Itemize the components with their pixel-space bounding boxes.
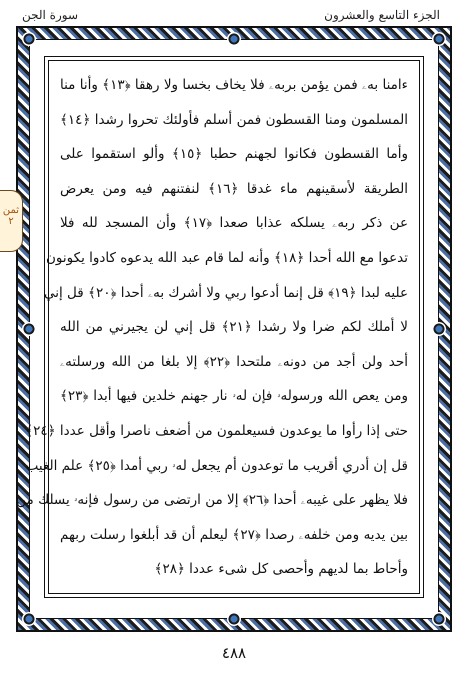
juz-header: الجزء التاسع والعشرون [324,8,440,22]
text-line: حتى إذا رأوا ما يوعدون فسيعلمون من أضعف ناصرا وأقل عددا ﴿٢٤﴾ [25,422,408,439]
corner-ornament-icon [22,32,36,46]
text-line: تدعوا مع الله أحدا ﴿١٨﴾ وأنه لما قام عبد الله يدعوه كادوا يكونون [46,249,408,266]
text-line: وأما القسطون فكانوا لجهنم حطبا ﴿١٥﴾ وألو استقموا على [60,146,408,163]
corner-ornament-icon [22,612,36,626]
text-line: بين يديه ومن خلفه‌ۦ رصدا ﴿٢٧﴾ ليعلم أن قد أبلغوا رسلت ربهم [60,526,408,543]
text-line: المسلمون ومنا القسطون فمن أسلم فأولئك تحروا رشدا ﴿١٤﴾ [60,111,408,128]
text-line: قل إن أدري أقريب ما توعدون أم يجعل له‌ۥ ربي أمدا ﴿٢٥﴾ علم الغيب [25,457,408,474]
corner-ornament-icon [432,32,446,46]
surah-header: سورة الجن [22,8,79,22]
edge-ornament-icon [227,32,241,46]
text-line: ءامنا به‌ۦ فمن يؤمن بربه‌ۦ فلا يخاف بخسا ولا رهقا ﴿١٣﴾ وأنا منا [60,77,409,93]
text-line: لا أملك لكم ضرا ولا رشدا ﴿٢١﴾ قل إني لن يجيرني من الله [60,319,408,336]
text-line: عن ذكر ربه‌ۦ يسلكه عذابا صعدا ﴿١٧﴾ وأن المسجد لله فلا [60,215,408,232]
text-line: الطريقة لأسقينهم ماء غدقا ﴿١٦﴾ لنفتنهم فيه ومن يعرض [60,180,408,197]
edge-ornament-icon [432,322,446,336]
page-number: ٤٨٨ [221,644,247,662]
marker-label: ثمن [2,205,20,216]
text-line: أحد ولن أجد من دونه‌ۦ ملتحدا ﴿٢٢﴾ إلا بلغا من الله ورسلته‌ۦ [60,353,408,370]
text-line: ومن يعص الله ورسوله‌ۥ فإن له‌ۥ نار جهنم خلدين فيها أبدا ﴿٢٣﴾ [60,388,408,405]
hizb-quarter-marker [0,190,23,252]
text-line: فلا يظهر على غيبه‌ۦ أحدا ﴿٢٦﴾ إلا من ارتضى من رسول فإنه‌ۥ يسلك من [16,492,408,509]
corner-ornament-icon [432,612,446,626]
text-line: عليه لبدا ﴿١٩﴾ قل إنما أدعوا ربي ولا أشرك به‌ۦ أحدا ﴿٢٠﴾ قل إني [44,284,408,301]
edge-ornament-icon [227,612,241,626]
text-line: وأحاط بما لديهم وأحصى كل شىء عددا ﴿٢٨﴾ [154,561,408,578]
verse-text-block [16,68,409,588]
marker-number: ٢ [8,216,14,227]
edge-ornament-icon [22,322,36,336]
